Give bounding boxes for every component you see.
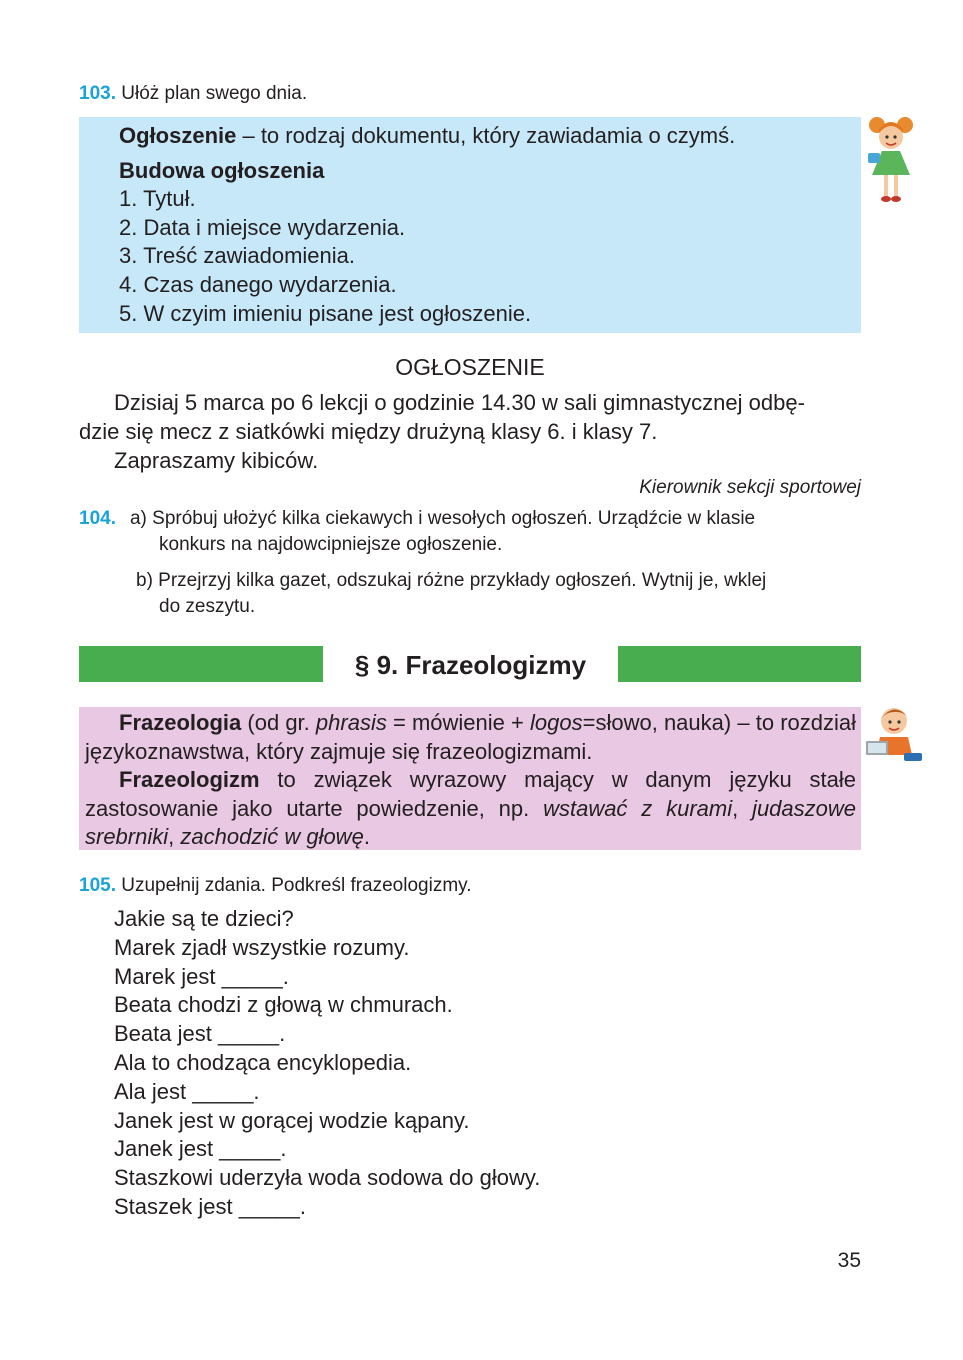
- definition-term: Frazeologizm: [119, 767, 260, 792]
- example-phrase: judaszowe srebrniki: [85, 795, 857, 849]
- definition-text: (od gr.: [241, 710, 316, 735]
- section-title: § 9. Frazeologizmy: [354, 650, 587, 680]
- exercise-line: Marek zjadł wszystkie rozumy.: [114, 934, 410, 960]
- structure-item: 2. Data i miejsce wydarzenia.: [119, 214, 406, 240]
- info-box-announcement: [79, 117, 861, 333]
- task-104: [79, 506, 863, 620]
- exercise-line: Ala to chodząca encyklopedia.: [114, 1049, 412, 1075]
- announcement-signature: Kierownik sekcji sportowej: [639, 477, 861, 498]
- structure-list: [119, 185, 861, 328]
- exercise-line: Staszek jest _____.: [114, 1193, 307, 1219]
- girl-figure-icon: [862, 113, 920, 205]
- separator: ,: [168, 824, 181, 849]
- task-104-a-line: a) Spróbuj ułożyć kilka ciekawych i wesołych ogłoszeń. Urządźcie w klasie: [129, 508, 756, 529]
- separator: ,: [732, 795, 753, 821]
- definition-term: Frazeologia: [119, 710, 242, 735]
- task-104-a-line: konkurs na najdowcipniejsze ogłoszenie.: [159, 534, 503, 555]
- task-105: [79, 873, 472, 899]
- task-number: 104.: [79, 508, 116, 529]
- exercise-line: Jakie są te dzieci?: [114, 906, 294, 931]
- task-text: Ułóż plan swego dnia.: [121, 83, 308, 104]
- exercise-line: Marek jest _____.: [114, 963, 289, 989]
- example-phrase: wstawać z kurami: [543, 795, 733, 821]
- task-104-b-line: do zeszytu.: [159, 596, 256, 617]
- example-phrase: zachodzić w głowę: [180, 824, 364, 849]
- task-104-b-line: b) Przejrzyj kilka gazet, odszukaj różne przykłady ogłoszeń. Wytnij je, wklej: [136, 570, 767, 591]
- section-bar-right: [618, 646, 861, 682]
- separator: .: [363, 824, 370, 849]
- task-text: Uzupełnij zdania. Podkreśl frazeologizmy.: [121, 875, 472, 896]
- definition-text: to związek wyrazowy mający w danym języku stałe zastosowanie jako utarte powiedzenie, np.: [85, 767, 856, 821]
- task-103: [79, 81, 307, 107]
- boy-with-laptop-icon: [864, 703, 926, 763]
- exercise-line: Janek jest w gorącej wodzie kąpany.: [114, 1107, 470, 1133]
- definition-italic: phrasis: [315, 710, 387, 735]
- structure-title: Budowa ogłoszenia: [119, 158, 325, 183]
- exercise-line: Beata chodzi z głową w chmurach.: [114, 992, 453, 1018]
- announcement-line: Dzisiaj 5 marca po 6 lekcji o godzinie 14.30 w sali gimnastycznej odbę-: [114, 390, 805, 415]
- structure-item: 1. Tytuł.: [119, 186, 196, 211]
- definition-box-phraseology: [79, 707, 861, 850]
- announcement-invite: Zapraszamy kibiców.: [114, 448, 319, 473]
- definition-paragraph: [85, 766, 856, 852]
- exercise-line: Beata jest _____.: [114, 1021, 286, 1047]
- task-number: 105.: [79, 875, 116, 896]
- exercise-line: Ala jest _____.: [114, 1078, 260, 1104]
- section-bar-left: [79, 646, 323, 682]
- structure-item: 3. Treść zawiadomienia.: [119, 243, 355, 269]
- task-number: 103.: [79, 83, 116, 104]
- definition-text: =słowo, nauka) – to rozdział językoznawstwa, który zajmuje się frazeologizmami.: [85, 710, 857, 764]
- structure-item: 5. W czyim imieniu pisane jest ogłoszenie.: [119, 300, 532, 326]
- exercise-lines: [114, 905, 540, 1222]
- page-number: 35: [837, 1249, 861, 1272]
- definition-line: [119, 121, 861, 150]
- announcement-title: OGŁOSZENIE: [395, 354, 545, 380]
- exercise-line: Janek jest _____.: [114, 1136, 287, 1162]
- definition-text: = mówienie +: [386, 710, 531, 735]
- definition-italic: logos: [530, 710, 583, 735]
- definition-text: – to rodzaj dokumentu, który zawiadamia o czymś.: [236, 123, 736, 148]
- definition-term: Ogłoszenie: [119, 123, 237, 148]
- announcement-line: dzie się mecz z siatkówki między drużyną klasy 6. i klasy 7.: [79, 419, 658, 444]
- announcement-body: [79, 388, 861, 475]
- structure-item: 4. Czas danego wydarzenia.: [119, 272, 397, 298]
- exercise-line: Staszkowi uderzyła woda sodowa do głowy.: [114, 1165, 541, 1191]
- definition-paragraph: [85, 709, 856, 766]
